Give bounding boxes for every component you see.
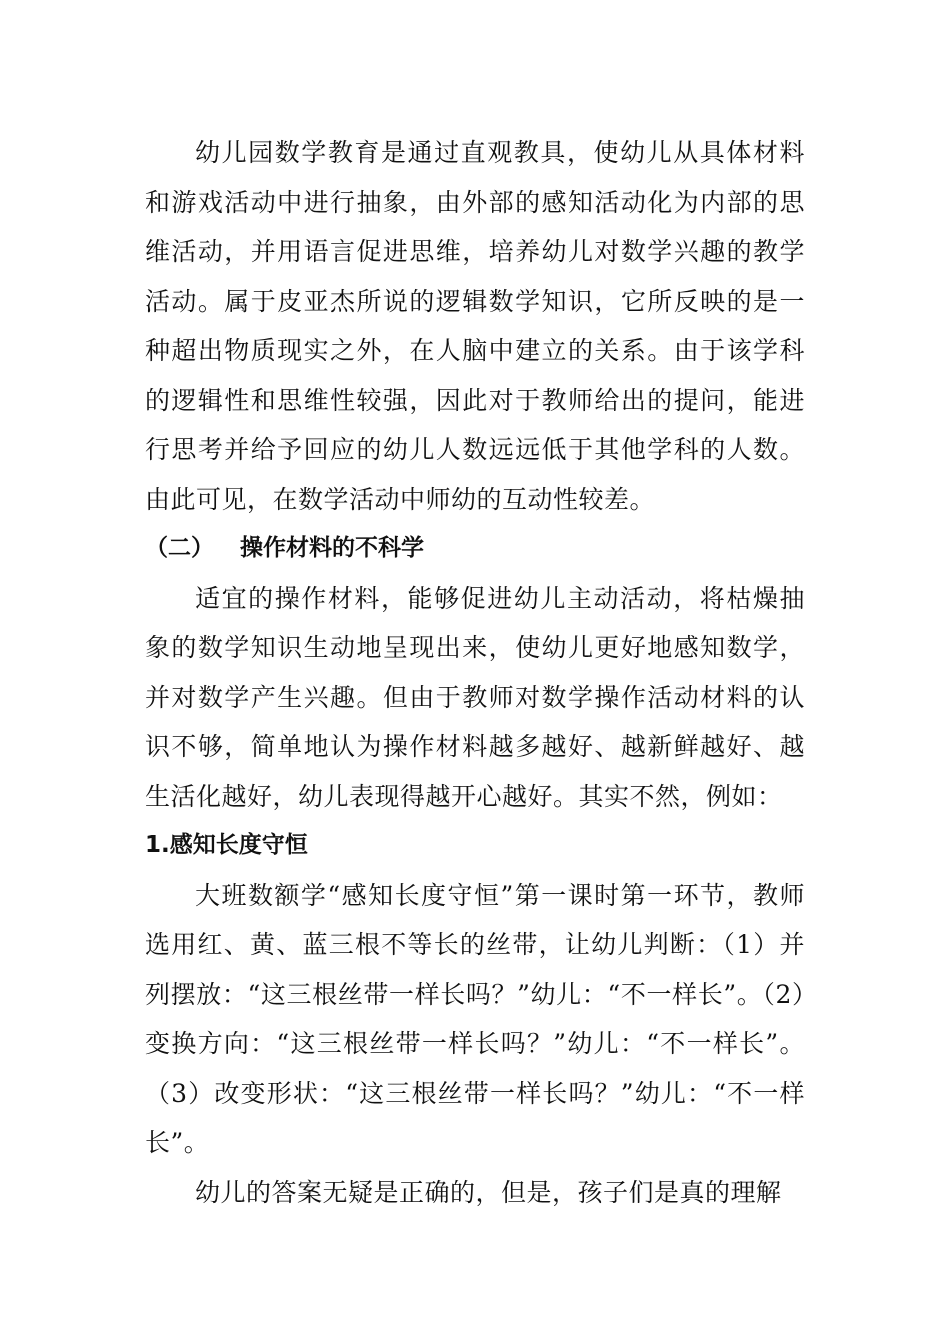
- paragraph-analysis: 幼儿的答案无疑是正确的，但是，孩子们是真的理解: [195, 1177, 782, 1207]
- paragraph-materials: 适宜的操作材料，能够促进幼儿主动活动，将枯燥抽象的数学知识生动地呈现出来，使幼儿更好地感知数学，并对数学产生兴趣。但由于教师对数学操作活动材料的认识不够，简单地认为操作材料越多越好、越新鲜越好、越生活化越好，幼儿表现得越开心越好。其实不然，例如：: [145, 583, 805, 811]
- paragraph-intro: 幼儿园数学教育是通过直观教具，使幼儿从具体材料和游戏活动中进行抽象，由外部的感知活动化为内部的思维活动，并用语言促进思维，培养幼儿对数学兴趣的教学活动。属于皮亚杰所说的逻辑数学知识，它所反映的是一种超出物质现实之外，在人脑中建立的关系。由于该学科的逻辑性和思维性较强，因此对于教师给出的提问，能进行思考并给予回应的幼儿人数远远低于其他学科的人数。由此可见，在数学活动中师幼的互动性较差。: [145, 138, 805, 514]
- section-heading: [145, 524, 805, 574]
- section-number: （二）: [145, 535, 214, 561]
- section-title: 操作材料的不科学: [240, 535, 424, 561]
- subsection-heading: 1.感知长度守恒: [145, 832, 308, 858]
- paragraph-example: 大班数额学“感知长度守恒”第一课时第一环节，教师选用红、黄、蓝三根不等长的丝带，让幼儿判断：（1）并列摆放：“这三根丝带一样长吗？”幼儿：“不一样长”。（2）变换方向：“这三根丝带一样长吗？”幼儿：“不一样长”。（3）改变形状：“这三根丝带一样长吗？”幼儿：“不一样长”。: [145, 880, 805, 1157]
- document-page: [145, 128, 805, 1217]
